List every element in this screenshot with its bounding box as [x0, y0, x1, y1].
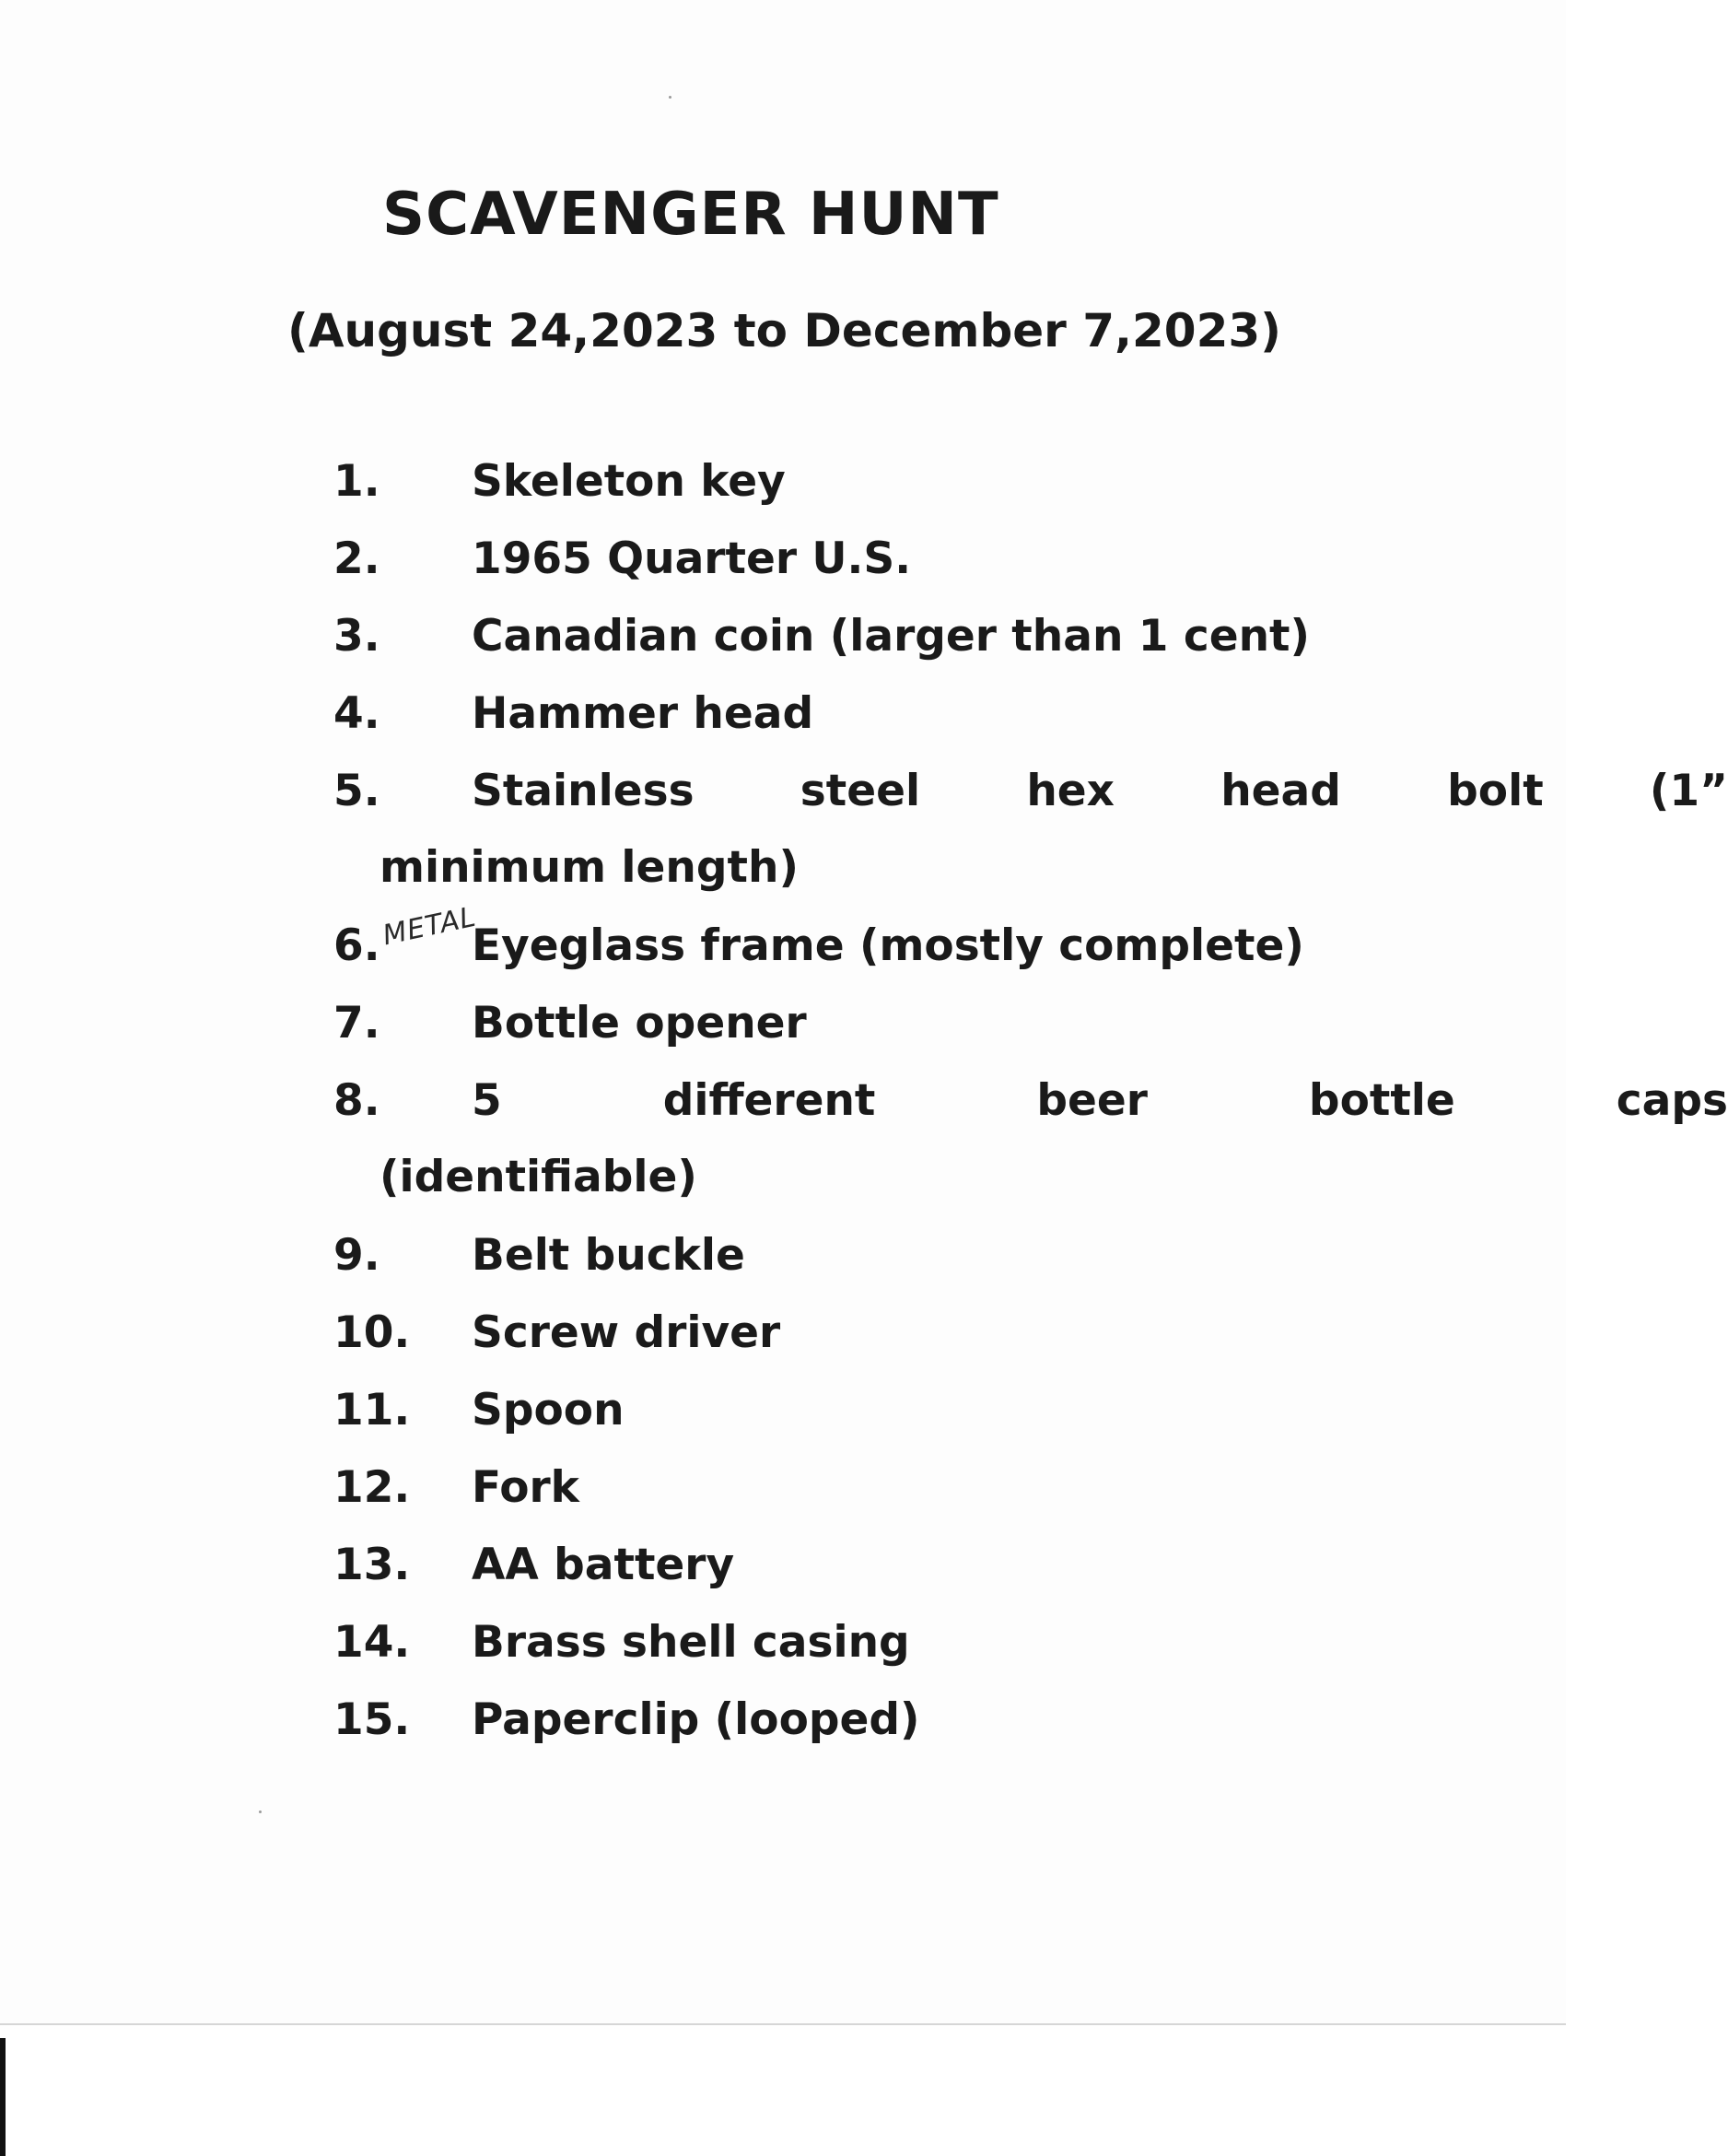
item-word: (1” — [1649, 766, 1728, 816]
item-text: Eyeglass frame (mostly complete) — [472, 920, 1304, 971]
handwritten-annotation: METAL — [379, 900, 480, 953]
item-text: AA battery — [472, 1540, 735, 1590]
item-number: 14. — [333, 1617, 411, 1668]
item-text: Paperclip (looped) — [472, 1694, 920, 1745]
item-word: caps — [1616, 1075, 1728, 1126]
item-text: Skeleton key — [472, 456, 786, 507]
item-number: 7. — [333, 998, 380, 1049]
item-text-justified — [472, 1075, 1728, 1126]
item-text: Screw driver — [472, 1307, 781, 1358]
scan-speck — [669, 96, 671, 99]
scan-edge-mark — [0, 2038, 6, 2156]
item-number: 13. — [333, 1540, 411, 1590]
item-text-justified — [472, 766, 1728, 816]
item-number: 8. — [333, 1075, 380, 1126]
item-text: Fork — [472, 1462, 579, 1513]
item-word: hex — [1026, 766, 1115, 816]
item-word: different — [662, 1075, 876, 1126]
item-word: head — [1220, 766, 1341, 816]
item-text-continuation: (identifiable) — [379, 1152, 697, 1202]
item-number: 5. — [333, 766, 380, 816]
item-number: 11. — [333, 1385, 411, 1435]
item-text-continuation: minimum length) — [379, 842, 799, 893]
item-word: steel — [800, 766, 921, 816]
scan-speck — [259, 1810, 262, 1813]
item-number: 6. — [333, 920, 380, 971]
item-number: 4. — [333, 688, 380, 739]
item-text: Belt buckle — [472, 1230, 745, 1281]
item-text: Canadian coin (larger than 1 cent) — [472, 611, 1310, 662]
item-word: Stainless — [472, 766, 695, 816]
item-word: bottle — [1308, 1075, 1455, 1126]
item-number: 9. — [333, 1230, 380, 1281]
item-text: Spoon — [472, 1385, 625, 1435]
item-text: Bottle opener — [472, 998, 807, 1049]
date-range: (August 24,2023 to December 7,2023) — [287, 304, 1282, 357]
item-number: 10. — [333, 1307, 411, 1358]
item-number: 3. — [333, 611, 380, 662]
item-number: 2. — [333, 533, 380, 584]
item-number: 12. — [333, 1462, 411, 1513]
item-word: 5 — [472, 1075, 502, 1126]
item-number: 1. — [333, 456, 380, 507]
item-text: 1965 Quarter U.S. — [472, 533, 912, 584]
item-word: bolt — [1447, 766, 1544, 816]
item-text: Hammer head — [472, 688, 814, 739]
item-text: Brass shell casing — [472, 1617, 910, 1668]
item-number: 15. — [333, 1694, 411, 1745]
item-word: beer — [1036, 1075, 1148, 1126]
scan-margin — [0, 2023, 1566, 2156]
page-title: SCAVENGER HUNT — [382, 181, 999, 249]
